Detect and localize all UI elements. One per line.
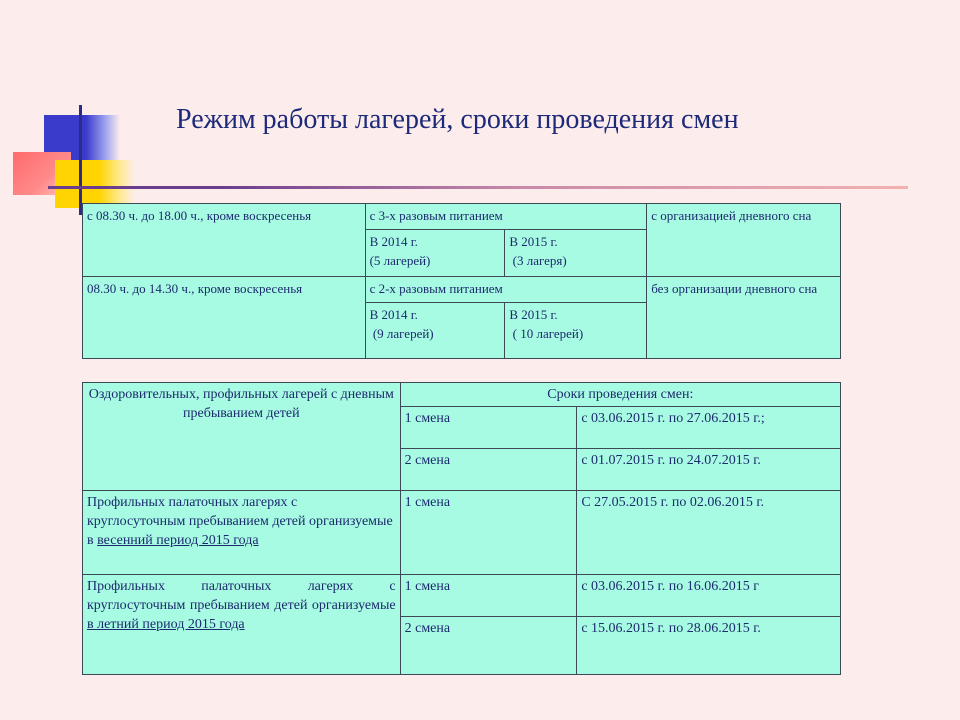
year-label: В 2014 г. xyxy=(369,307,418,322)
year-label: В 2015 г. xyxy=(509,234,558,249)
summer-tent-camps-cell xyxy=(83,575,401,675)
spring-tent-camps-cell xyxy=(83,491,401,575)
hours-cell: 08.30 ч. до 14.30 ч., кроме воскресенья xyxy=(83,277,366,359)
meals-cell: с 3-х разовым питанием xyxy=(365,204,647,230)
shift-label: 2 смена xyxy=(400,617,577,675)
camp-description: Профильных палаточных лагерях с круглосуточным пребыванием детей организуемые в xyxy=(87,495,393,548)
year-2014-cell xyxy=(365,303,505,359)
shift-label: 1 смена xyxy=(400,491,577,575)
decor-yellow-square xyxy=(55,160,135,208)
sleep-cell: с организацией дневного сна xyxy=(647,204,841,277)
shift-dates-header: Сроки проведения смен: xyxy=(400,383,840,407)
camp-hours-table xyxy=(82,203,841,359)
year-2015-cell xyxy=(505,230,647,277)
year-2015-cell xyxy=(505,303,647,359)
day-camps-header: Оздоровительных, профильных лагерей с дневным пребыванием детей xyxy=(83,383,401,491)
shift-dates: С 27.05.2015 г. по 02.06.2015 г. xyxy=(577,491,841,575)
year-2014-cell xyxy=(365,230,505,277)
year-label: В 2015 г. xyxy=(509,307,558,322)
meals-cell: с 2-х разовым питанием xyxy=(365,277,647,303)
camp-count: (5 лагерей) xyxy=(369,253,431,268)
shift-label: 1 смена xyxy=(400,575,577,617)
page-title: Режим работы лагерей, сроки проведения смен xyxy=(176,104,739,135)
camp-description: Профильных палаточных лагерях с круглосуточным пребыванием детей организуемые xyxy=(87,579,396,613)
camp-count: (3 лагеря) xyxy=(512,253,567,268)
camp-count: (9 лагерей) xyxy=(372,326,434,341)
shift-label: 2 смена xyxy=(400,449,577,491)
hours-cell: с 08.30 ч. до 18.00 ч., кроме воскресенья xyxy=(83,204,366,277)
shift-dates: с 03.06.2015 г. по 16.06.2015 г xyxy=(577,575,841,617)
shift-dates: с 15.06.2015 г. по 28.06.2015 г. xyxy=(577,617,841,675)
shift-dates: с 01.07.2015 г. по 24.07.2015 г. xyxy=(577,449,841,491)
camp-count: ( 10 лагерей) xyxy=(512,326,584,341)
year-label: В 2014 г. xyxy=(369,234,418,249)
period-underlined: весенний период 2015 года xyxy=(97,533,259,548)
shift-label: 1 смена xyxy=(400,407,577,449)
decor-vertical-line xyxy=(79,105,82,215)
shift-schedule-table xyxy=(82,382,841,675)
period-underlined: в летний период 2015 года xyxy=(87,617,245,632)
sleep-cell: без организации дневного сна xyxy=(647,277,841,359)
shift-dates: с 03.06.2015 г. по 27.06.2015 г.; xyxy=(577,407,841,449)
decor-horizontal-line xyxy=(48,186,908,189)
